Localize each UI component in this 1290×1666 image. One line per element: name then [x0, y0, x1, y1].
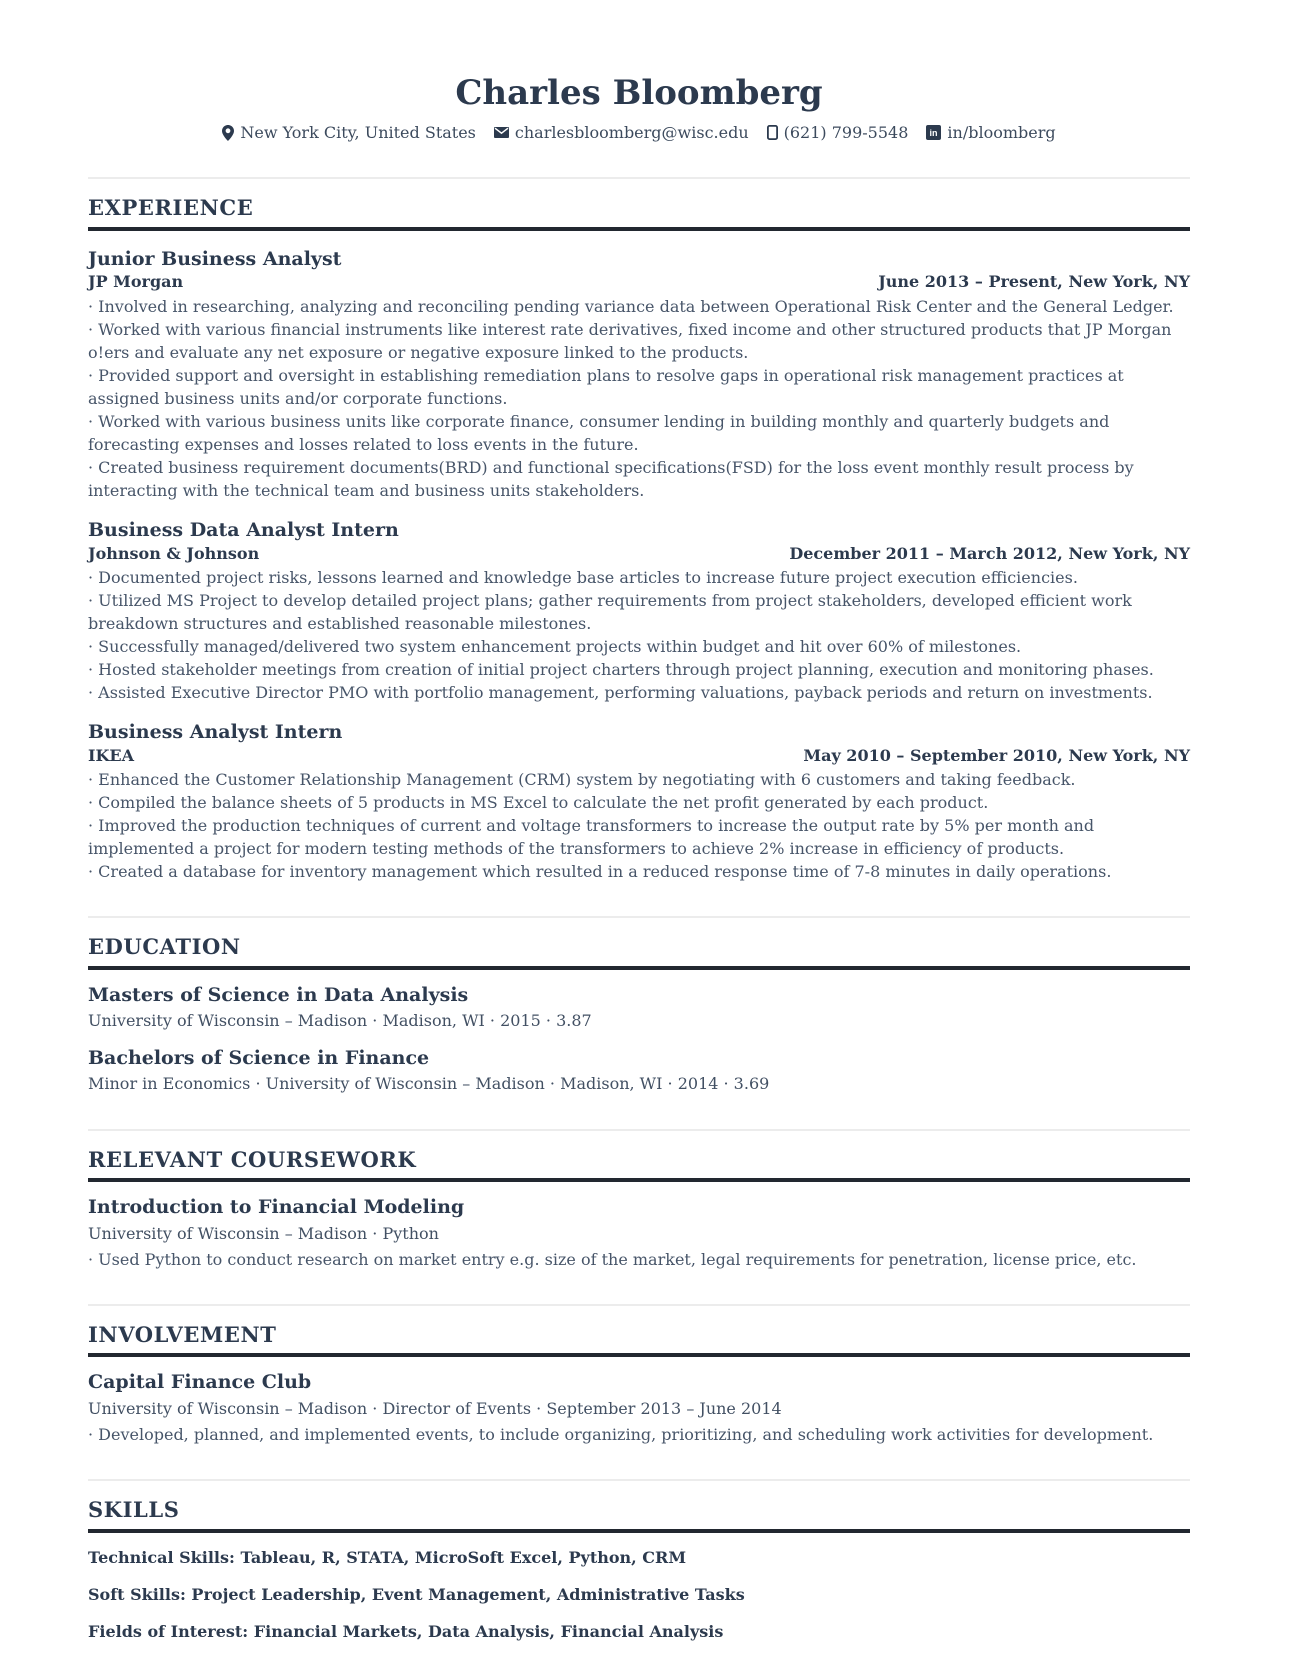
bullet-item: · Provided support and oversight in establishing remediation plans to resolve gaps in operational risk management practices at assigned business units and/or corporate functions. — [88, 364, 1190, 410]
section-heading-education: EDUCATION — [88, 934, 1190, 969]
contact-linkedin — [926, 123, 1055, 144]
section-divider — [88, 1304, 1190, 1306]
bullet-item: · Created a database for inventory management which resulted in a reduced response time of 7-8 minutes in daily operations. — [88, 860, 1190, 883]
job-meta-row — [88, 745, 1190, 767]
bullet-item: · Assisted Executive Director PMO with portfolio management, performing valuations, payback periods and return on investments. — [88, 681, 1190, 704]
education-entry — [88, 983, 1190, 1033]
club-detail: University of Wisconsin – Madison · Director of Events · September 2013 – June 2014 — [88, 1399, 782, 1419]
contact-email-text: charlesbloomberg@wisc.edu — [514, 122, 749, 142]
job-meta-row — [88, 543, 1190, 565]
bullet-item: · Hosted stakeholder meetings from creation of initial project charters through project planning, execution and monitoring phases. — [88, 658, 1190, 681]
course-bullets — [88, 1248, 1190, 1271]
section-involvement — [88, 1322, 1190, 1446]
education-entry — [88, 1046, 1190, 1096]
course-name: Introduction to Financial Modeling — [88, 1196, 465, 1219]
section-divider — [88, 916, 1190, 918]
svg-text:in: in — [929, 128, 938, 139]
degree-name: Masters of Science in Data Analysis — [88, 983, 469, 1006]
section-skills — [88, 1497, 1190, 1643]
bullet-item: · Documented project risks, lessons learned and knowledge base articles to increase future project execution efficiencies. — [88, 566, 1190, 589]
bullet-item: · Improved the production techniques of current and voltage transformers to increase the output rate by 5% per month and implemented a project for modern testing methods of the transformers to achieve 2% increase in efficiency of products. — [88, 814, 1190, 860]
section-divider — [88, 177, 1190, 179]
degree-detail: Minor in Economics · University of Wisconsin – Madison · Madison, WI · 2014 · 3.69 — [88, 1074, 770, 1094]
contact-phone-text: (621) 799-5548 — [783, 122, 909, 142]
job-company: IKEA — [88, 745, 134, 765]
job-date: May 2010 – September 2010, New York, NY — [803, 745, 1190, 765]
degree-detail: University of Wisconsin – Madison · Madison, WI · 2015 · 3.87 — [88, 1011, 592, 1031]
section-coursework — [88, 1147, 1190, 1271]
skills-interests: Fields of Interest: Financial Markets, Data Analysis, Financial Analysis — [88, 1622, 724, 1642]
envelope-icon — [494, 127, 509, 138]
job-title: Business Analyst Intern — [88, 721, 343, 744]
job-bullets — [88, 566, 1190, 704]
experience-entry — [88, 518, 1190, 704]
job-date: June 2013 – Present, New York, NY — [878, 272, 1190, 292]
linkedin-icon — [926, 125, 941, 140]
job-company: JP Morgan — [88, 272, 184, 292]
bullet-item: · Involved in researching, analyzing and reconciling pending variance data between Operational Risk Center and the General Ledger. — [88, 295, 1190, 318]
job-meta-row — [88, 271, 1190, 293]
bullet-item: · Worked with various financial instruments like interest rate derivatives, fixed income and other structured products that JP Morgan o!ers and evaluate any net exposure or negative exposure linked to the products. — [88, 318, 1190, 364]
job-bullets — [88, 295, 1190, 502]
contact-location — [222, 123, 476, 144]
job-title: Business Data Analyst Intern — [88, 518, 399, 541]
bullet-item: · Developed, planned, and implemented events, to include organizing, prioritizing, and scheduling work activities for development. — [88, 1423, 1190, 1446]
section-heading-coursework: RELEVANT COURSEWORK — [88, 1147, 1190, 1182]
phone-icon — [767, 125, 778, 140]
section-heading-involvement: INVOLVEMENT — [88, 1322, 1190, 1357]
job-date: December 2011 – March 2012, New York, NY — [789, 543, 1190, 563]
coursework-entry — [88, 1195, 1190, 1271]
degree-name: Bachelors of Science in Finance — [88, 1046, 430, 1069]
bullet-item: · Used Python to conduct research on market entry e.g. size of the market, legal requirements for penetration, license price, etc. — [88, 1248, 1190, 1271]
section-divider — [88, 1129, 1190, 1131]
section-experience — [88, 195, 1190, 883]
location-pin-icon — [222, 125, 234, 141]
contact-linkedin-text: in/bloomberg — [947, 122, 1056, 142]
club-name: Capital Finance Club — [88, 1371, 312, 1394]
job-company: Johnson & Johnson — [88, 543, 260, 563]
section-education — [88, 934, 1190, 1095]
bullet-item: · Successfully managed/delivered two system enhancement projects within budget and hit over 60% of milestones. — [88, 635, 1190, 658]
course-detail: University of Wisconsin – Madison · Python — [88, 1223, 439, 1243]
section-heading-experience: EXPERIENCE — [88, 195, 1190, 230]
bullet-item: · Worked with various business units like corporate finance, consumer lending in building monthly and quarterly budgets and forecasting expenses and losses related to loss events in the future. — [88, 410, 1190, 456]
experience-entry — [88, 720, 1190, 883]
contact-email — [494, 123, 749, 144]
job-bullets — [88, 768, 1190, 883]
section-heading-skills: SKILLS — [88, 1497, 1190, 1532]
contact-phone — [767, 123, 909, 144]
involvement-entry — [88, 1370, 1190, 1446]
contact-row — [88, 123, 1190, 144]
job-title: Junior Business Analyst — [88, 247, 342, 270]
bullet-item: · Enhanced the Customer Relationship Management (CRM) system by negotiating with 6 customers and taking feedback. — [88, 768, 1190, 791]
section-divider — [88, 1479, 1190, 1481]
bullet-item: · Utilized MS Project to develop detailed project plans; gather requirements from project stakeholders, developed efficient work breakdown structures and established reasonable milestones. — [88, 589, 1190, 635]
contact-location-text: New York City, United States — [240, 122, 476, 142]
bullet-item: · Compiled the balance sheets of 5 products in MS Excel to calculate the net profit generated by each product. — [88, 791, 1190, 814]
resume-name: Charles Bloomberg — [455, 73, 823, 113]
club-bullets — [88, 1423, 1190, 1446]
bullet-item: · Created business requirement documents(BRD) and functional specifications(FSD) for the loss event monthly result process by interacting with the technical team and business units stakeholders. — [88, 456, 1190, 502]
skills-soft: Soft Skills: Project Leadership, Event Management, Administrative Tasks — [88, 1585, 745, 1605]
experience-entry — [88, 247, 1190, 502]
skills-technical: Technical Skills: Tableau, R, STATA, MicroSoft Excel, Python, CRM — [88, 1547, 687, 1567]
